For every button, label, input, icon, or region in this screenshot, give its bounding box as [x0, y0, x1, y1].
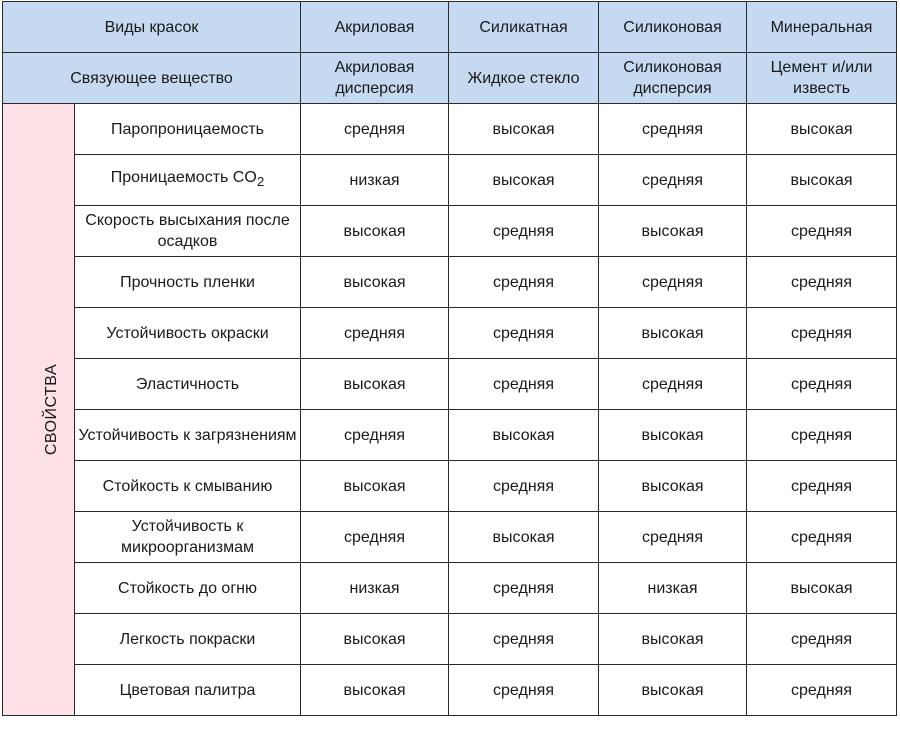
binder-acrylic: Акриловая дисперсия [301, 53, 449, 104]
value-cell: высокая [599, 410, 747, 461]
paint-types-row [3, 2, 897, 53]
value-cell: средняя [747, 257, 897, 308]
value-cell: средняя [599, 359, 747, 410]
value-cell: средняя [449, 563, 599, 614]
property-name: Устойчивость к загрязнениям [75, 410, 301, 461]
binder-silicate: Жидкое стекло [449, 53, 599, 104]
value-cell: средняя [449, 614, 599, 665]
property-name: Эластичность [75, 359, 301, 410]
property-name-text: Проницаемость CO [110, 169, 257, 187]
value-cell: средняя [301, 410, 449, 461]
value-cell: средняя [747, 359, 897, 410]
table-row [3, 614, 897, 665]
table-row [3, 410, 897, 461]
column-header-silicate: Силикатная [449, 2, 599, 53]
property-name [75, 155, 301, 206]
property-name: Скорость высыхания после осадков [75, 206, 301, 257]
value-cell: высокая [301, 665, 449, 716]
value-cell: высокая [301, 257, 449, 308]
value-cell: средняя [599, 155, 747, 206]
value-cell: средняя [747, 308, 897, 359]
value-cell: высокая [449, 155, 599, 206]
property-name: Устойчивость к микроорганизмам [121, 518, 254, 556]
table-row [3, 155, 897, 206]
value-cell: средняя [449, 665, 599, 716]
value-cell: высокая [449, 410, 599, 461]
value-cell: средняя [599, 257, 747, 308]
value-cell: средняя [747, 665, 897, 716]
column-header-silicone: Силиконовая [599, 2, 747, 53]
value-cell: высокая [301, 461, 449, 512]
table-row [3, 359, 897, 410]
value-cell: низкая [301, 563, 449, 614]
table-row [3, 461, 897, 512]
table-row [3, 206, 897, 257]
bottom-margin [0, 727, 900, 733]
value-cell: средняя [747, 410, 897, 461]
value-cell: средняя [301, 512, 449, 563]
value-cell: низкая [599, 563, 747, 614]
value-cell: средняя [449, 308, 599, 359]
value-cell: средняя [747, 614, 897, 665]
value-cell: средняя [599, 104, 747, 155]
value-cell: средняя [449, 257, 599, 308]
value-cell: высокая [301, 359, 449, 410]
paint-comparison-table [2, 1, 897, 716]
binder-row [3, 53, 897, 104]
table-row [3, 512, 897, 563]
value-cell: высокая [599, 461, 747, 512]
column-header-mineral: Минеральная [747, 2, 897, 53]
table-row [3, 665, 897, 716]
table-row [3, 257, 897, 308]
value-cell: высокая [599, 614, 747, 665]
property-subscript: 2 [256, 174, 265, 190]
binder-mineral: Цемент и/или известь [747, 53, 897, 104]
table-row [3, 104, 897, 155]
value-cell: высокая [747, 104, 897, 155]
value-cell: высокая [599, 206, 747, 257]
property-name: Стойкость до огню [75, 563, 301, 614]
property-name: Стойкость к смыванию [75, 461, 301, 512]
property-name: Легкость покраски [75, 614, 301, 665]
property-name-cell [75, 512, 301, 563]
value-cell: высокая [747, 563, 897, 614]
value-cell: средняя [747, 206, 897, 257]
table-row [3, 308, 897, 359]
property-name: Устойчивость окраски [75, 308, 301, 359]
value-cell: средняя [747, 512, 897, 563]
value-cell: низкая [301, 155, 449, 206]
value-cell: высокая [599, 665, 747, 716]
property-name: Прочность пленки [75, 257, 301, 308]
table-row [3, 563, 897, 614]
value-cell: средняя [301, 308, 449, 359]
value-cell: средняя [449, 359, 599, 410]
properties-label: СВОЙСТВА [43, 363, 61, 456]
value-cell: средняя [449, 461, 599, 512]
column-header-acrylic: Акриловая [301, 2, 449, 53]
value-cell: высокая [449, 104, 599, 155]
value-cell: высокая [747, 155, 897, 206]
property-name: Паропроницаемость [75, 104, 301, 155]
value-cell: средняя [449, 206, 599, 257]
binder-label: Связующее вещество [3, 53, 301, 104]
value-cell: высокая [301, 614, 449, 665]
value-cell: средняя [301, 104, 449, 155]
value-cell: средняя [747, 461, 897, 512]
properties-label-cell [3, 104, 75, 716]
value-cell: высокая [599, 308, 747, 359]
binder-silicone: Силиконовая дисперсия [599, 53, 747, 104]
value-cell: средняя [599, 512, 747, 563]
value-cell: высокая [449, 512, 599, 563]
value-cell: высокая [301, 206, 449, 257]
paint-types-label: Виды красок [3, 2, 301, 53]
property-name: Цветовая палитра [75, 665, 301, 716]
